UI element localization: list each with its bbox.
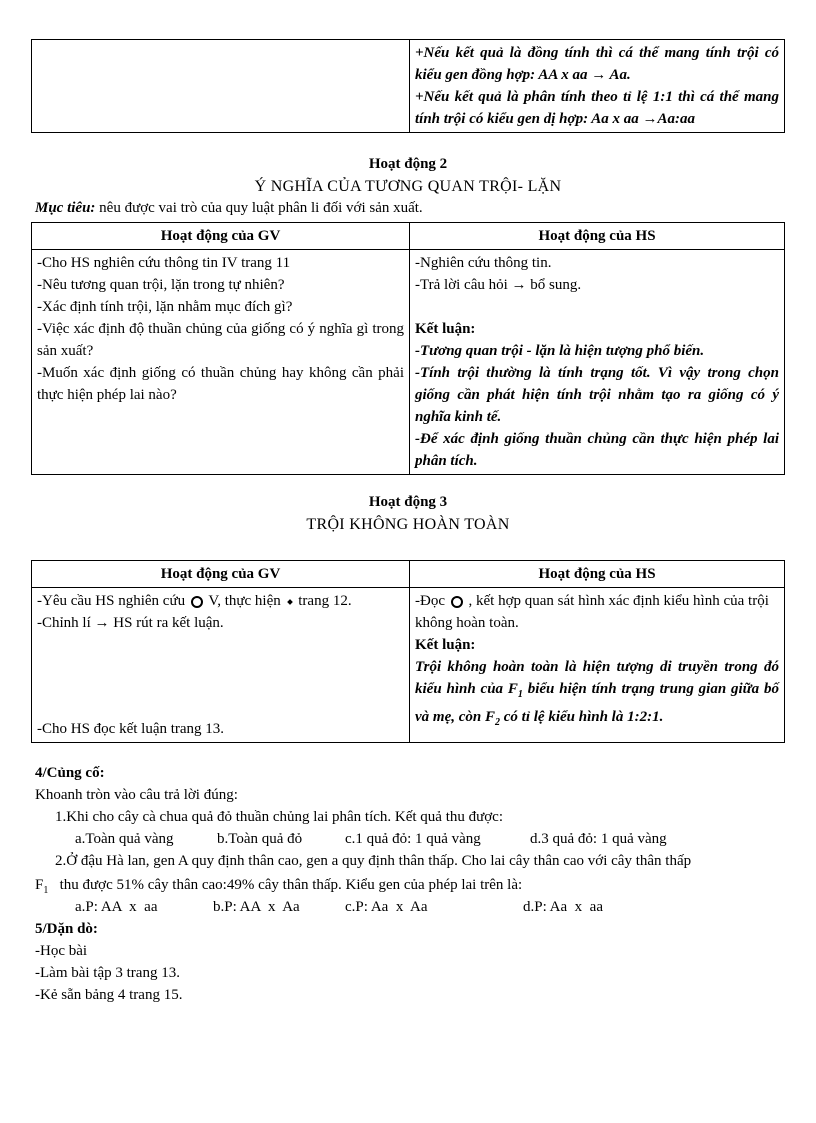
a3-conclusion-label-text: Kết luận: [415, 637, 476, 653]
q2-option-b: b.P: AA x Aa [213, 899, 300, 915]
a3-gv-line-1a: -Yêu cầu HS nghiên cứu [37, 593, 186, 609]
a3-conclusion-text [415, 656, 779, 734]
a3-hs-line-1a: -Đọc [415, 593, 445, 609]
activity2-table [31, 222, 785, 475]
a3-hs-line-1b: , kết hợp quan sát hình xác định kiểu hình của trội không hoàn toàn. [415, 593, 769, 631]
activity3-col-hs: Hoạt động của HS [410, 561, 785, 588]
a3-gv-line-1b: V, thực hiện [208, 593, 281, 609]
a3-gv-line-1c: trang 12. [298, 593, 352, 609]
activity3-gv-cell [32, 588, 410, 743]
homework-item-3: -Kẻ sẵn bảng 4 trang 15. [35, 987, 183, 1003]
a2-gv-line-1: -Cho HS nghiên cứu thông tin IV trang 11 [37, 255, 291, 271]
top-line-2: +Nếu kết quả là phân tính theo tỉ lệ 1:1 thì cá thể mang tính trội có kiểu gen dị hợp: Aa x aa →Aa:aa [415, 89, 779, 127]
a3-conclusion-a: Trội không hoàn toàn là hiện tượng di truyền trong đó kiểu hình của F [415, 659, 779, 697]
activity2-col-hs: Hoạt động của HS [410, 223, 785, 250]
objective-text: nêu được vai trò của quy luật phân li đối với sản xuất. [95, 200, 423, 216]
consolidation-intro: Khoanh tròn vào câu trả lời đúng: [35, 787, 238, 803]
circle-icon [191, 596, 203, 608]
activity2-gv-cell [32, 250, 410, 475]
a3-hs-line-1 [415, 590, 779, 634]
homework-item-2: -Làm bài tập 3 trang 13. [35, 965, 180, 981]
question-1: 1.Khi cho cây cà chua quả đỏ thuần chủng lai phân tích. Kết quả thu được: [55, 809, 504, 825]
a2-conclusion-label [415, 318, 779, 340]
top-table [31, 39, 785, 133]
top-table-right-cell [410, 40, 785, 133]
activity2-objective [35, 200, 423, 217]
a2-hs-line-1: -Nghiên cứu thông tin. [415, 255, 552, 271]
q2-line-2-text: thu được 51% cây thân cao:49% cây thân thấp. Kiểu gen của phép lai trên là: [55, 877, 523, 893]
a3-gv-line-3: -Cho HS đọc kết luận trang 13. [37, 721, 225, 737]
a3-conclusion-sub1: 1 [517, 689, 523, 700]
activity3-hs-cell [410, 588, 785, 743]
a3-conclusion-c: có tỉ lệ kiểu hình là 1:2:1. [500, 709, 664, 725]
a2-gv-line-3: -Xác định tính trội, lặn nhằm mục đích gì? [37, 299, 293, 315]
activity3-title: TRỘI KHÔNG HOÀN TOÀN [306, 516, 510, 533]
q2-option-d: d.P: Aa x aa [523, 899, 603, 915]
q1-option-b: b.Toàn quả đỏ [217, 831, 303, 847]
q1-option-a: a.Toàn quả vàng [75, 831, 174, 847]
a2-conclusion-3: -Để xác định giống thuần chủng cần thực hiện phép lai phân tích. [415, 431, 779, 469]
a2-conclusion-2: -Tính trội thường là tính trạng tốt. Vì vậy trong chọn giống cần phát hiện tính trội nhằm tạo ra giống có ý nghĩa kinh tế. [415, 365, 779, 425]
a2-hs-line-2: -Trả lời câu hỏi → bổ sung. [415, 277, 582, 293]
q2-option-c: c.P: Aa x Aa [345, 899, 428, 915]
a2-conclusion-1: -Tương quan trội - lặn là hiện tượng phổ biến. [415, 343, 705, 359]
activity2-title: Ý NGHĨA CỦA TƯƠNG QUAN TRỘI- LẶN [254, 178, 562, 195]
activity2-col-gv: Hoạt động của GV [32, 223, 410, 250]
homework-heading: 5/Dặn dò: [35, 921, 98, 937]
a3-conclusion-b: biểu hiện tính trạng trung gian giữa bố và mẹ, còn F [415, 681, 779, 725]
activity2-label: Hoạt động 2 [368, 156, 448, 172]
activity3-col-gv: Hoạt động của GV [32, 561, 410, 588]
diamond-bullet-icon [287, 599, 293, 605]
a3-gv-line-1 [37, 590, 404, 612]
a2-gv-line-5: -Muốn xác định giống có thuần chủng hay không cần phải thực hiện phép lai nào? [37, 365, 404, 403]
objective-label: Mục tiêu: [35, 200, 96, 216]
q2-option-a: a.P: AA x aa [75, 899, 158, 915]
q2-f-sub: 1 [43, 885, 49, 896]
question-2-line-2 [35, 877, 522, 896]
a3-conclusion-label [415, 634, 779, 656]
a2-conclusion-label-text: Kết luận: [415, 321, 476, 337]
q1-option-d: d.3 quả đỏ: 1 quả vàng [530, 831, 667, 847]
circle-icon [451, 596, 463, 608]
top-line-1: +Nếu kết quả là đồng tính thì cá thể mang tính trội có kiểu gen đồng hợp: AA x aa → Aa. [415, 45, 779, 83]
homework-item-1: -Học bài [35, 943, 88, 959]
question-2-line-1: 2.Ở đậu Hà lan, gen A quy định thân cao, gen a quy định thân thấp. Cho lai cây thân cao với cây thân thấp [55, 853, 692, 869]
q1-option-c: c.1 quả đỏ: 1 quả vàng [345, 831, 481, 847]
a2-gv-line-2: -Nêu tương quan trội, lặn trong tự nhiên? [37, 277, 285, 293]
top-table-left-cell [32, 40, 410, 133]
a3-gv-line-2: -Chỉnh lí → HS rút ra kết luận. [37, 615, 224, 631]
a2-gv-line-4: -Việc xác định độ thuần chủng của giống có ý nghĩa gì trong sản xuất? [37, 321, 404, 359]
consolidation-heading: 4/Củng cố: [35, 765, 105, 781]
activity2-hs-cell [410, 250, 785, 475]
activity3-table [31, 560, 785, 743]
a3-conclusion-sub2: 2 [495, 717, 500, 728]
activity3-label: Hoạt động 3 [368, 494, 448, 510]
q2-f: F [35, 877, 44, 893]
